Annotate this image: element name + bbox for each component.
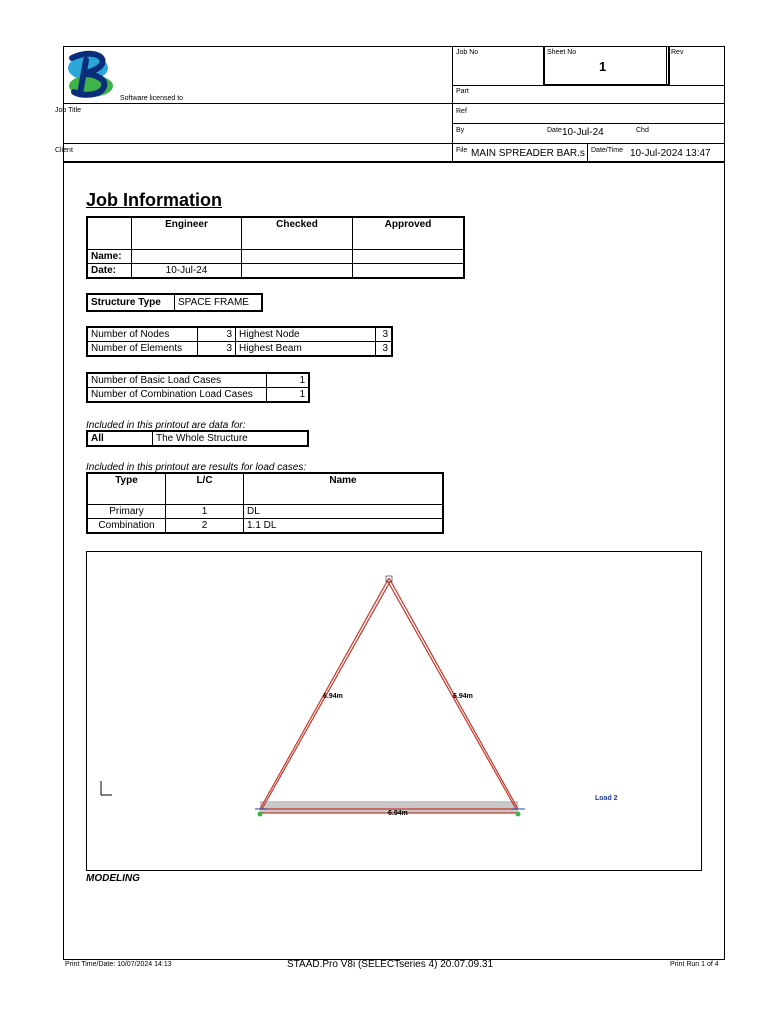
nodes-label: Number of Nodes (87, 327, 198, 342)
results-caption: Included in this printout are results for load cases: (86, 462, 307, 473)
highest-node-label: Highest Node (236, 327, 376, 342)
data-caption: Included in this printout are data for: (86, 420, 246, 431)
signoff-table (86, 216, 465, 279)
combo-lc-label: Number of Combination Load Cases (87, 388, 267, 403)
combo-lc-value: 1 (267, 388, 310, 403)
datetime-value: 10-Jul-2024 13:47 (630, 148, 711, 159)
row-name: DL (244, 505, 444, 519)
col-lc: L/C (166, 473, 244, 505)
file-value: MAIN SPREADER BAR.s (471, 148, 585, 159)
sheet-no-value: 1 (599, 59, 607, 74)
highest-beam-label: Highest Beam (236, 342, 376, 357)
row-lc: 2 (166, 519, 244, 534)
name-row-label: Name: (87, 249, 132, 263)
col-name: Name (244, 473, 444, 505)
basic-lc-value: 1 (267, 373, 310, 388)
elements-value: 3 (198, 342, 236, 357)
axis-icon (101, 781, 112, 795)
licensed-text: Software licensed to (120, 95, 184, 102)
col-approved: Approved (353, 217, 465, 249)
col-type: Type (87, 473, 166, 505)
all-value: The Whole Structure (153, 431, 309, 446)
date-row-label: Date: (87, 263, 132, 278)
rev-label: Rev (671, 49, 684, 56)
basic-lc-label: Number of Basic Load Cases (87, 373, 267, 388)
load-case-count-table (86, 372, 310, 403)
row-type: Combination (87, 519, 166, 534)
highest-node-value: 3 (376, 327, 393, 342)
col-engineer: Engineer (132, 217, 242, 249)
structure-type-label: Structure Type (87, 294, 175, 311)
frame-members (260, 578, 518, 813)
job-title-label: Job Title (55, 107, 82, 114)
chd-label: Chd (636, 127, 649, 134)
all-label: All (87, 431, 153, 446)
date-label: Date (547, 127, 562, 134)
part-label: Part (456, 88, 469, 95)
print-time: Print Time/Date: 10/07/2024 14:13 (65, 961, 172, 968)
data-scope-table (86, 430, 309, 447)
load-cases-table (86, 472, 444, 534)
date-value: 10-Jul-24 (562, 127, 604, 138)
ref-label: Ref (456, 108, 467, 115)
row-lc: 1 (166, 505, 244, 519)
load-label: Load 2 (595, 795, 618, 802)
row-name: 1.1 DL (244, 519, 444, 534)
row-type: Primary (87, 505, 166, 519)
structure-type-value: SPACE FRAME (175, 294, 263, 311)
client-label: Client (55, 147, 73, 154)
col-checked: Checked (242, 217, 353, 249)
file-label: File (456, 147, 468, 154)
job-info-title: Job Information (86, 190, 222, 210)
right-member-label: 6.94m (453, 693, 473, 700)
table-row (87, 519, 443, 534)
job-no-label: Job No (456, 49, 479, 56)
software-version: STAAD.Pro V8i (SELECTseries 4) 20.07.09.31 (287, 959, 494, 970)
print-run: Print Run 1 of 4 (670, 961, 719, 968)
nodes-value: 3 (198, 327, 236, 342)
model-view (86, 551, 702, 871)
sheet-no-label: Sheet No (547, 49, 577, 56)
table-row (87, 505, 443, 519)
structure-type-table (86, 293, 263, 312)
highest-beam-value: 3 (376, 342, 393, 357)
elements-label: Number of Elements (87, 342, 198, 357)
bottom-member-label: 6.94m (388, 810, 408, 817)
engineer-date: 10-Jul-24 (132, 263, 242, 278)
node-element-table (86, 326, 393, 357)
modeling-caption: MODELING (86, 873, 140, 884)
left-member-label: 6.94m (323, 693, 343, 700)
nodes (255, 576, 525, 817)
by-label: By (456, 127, 465, 134)
company-logo (66, 48, 116, 100)
datetime-label: Date/Time (591, 147, 624, 154)
